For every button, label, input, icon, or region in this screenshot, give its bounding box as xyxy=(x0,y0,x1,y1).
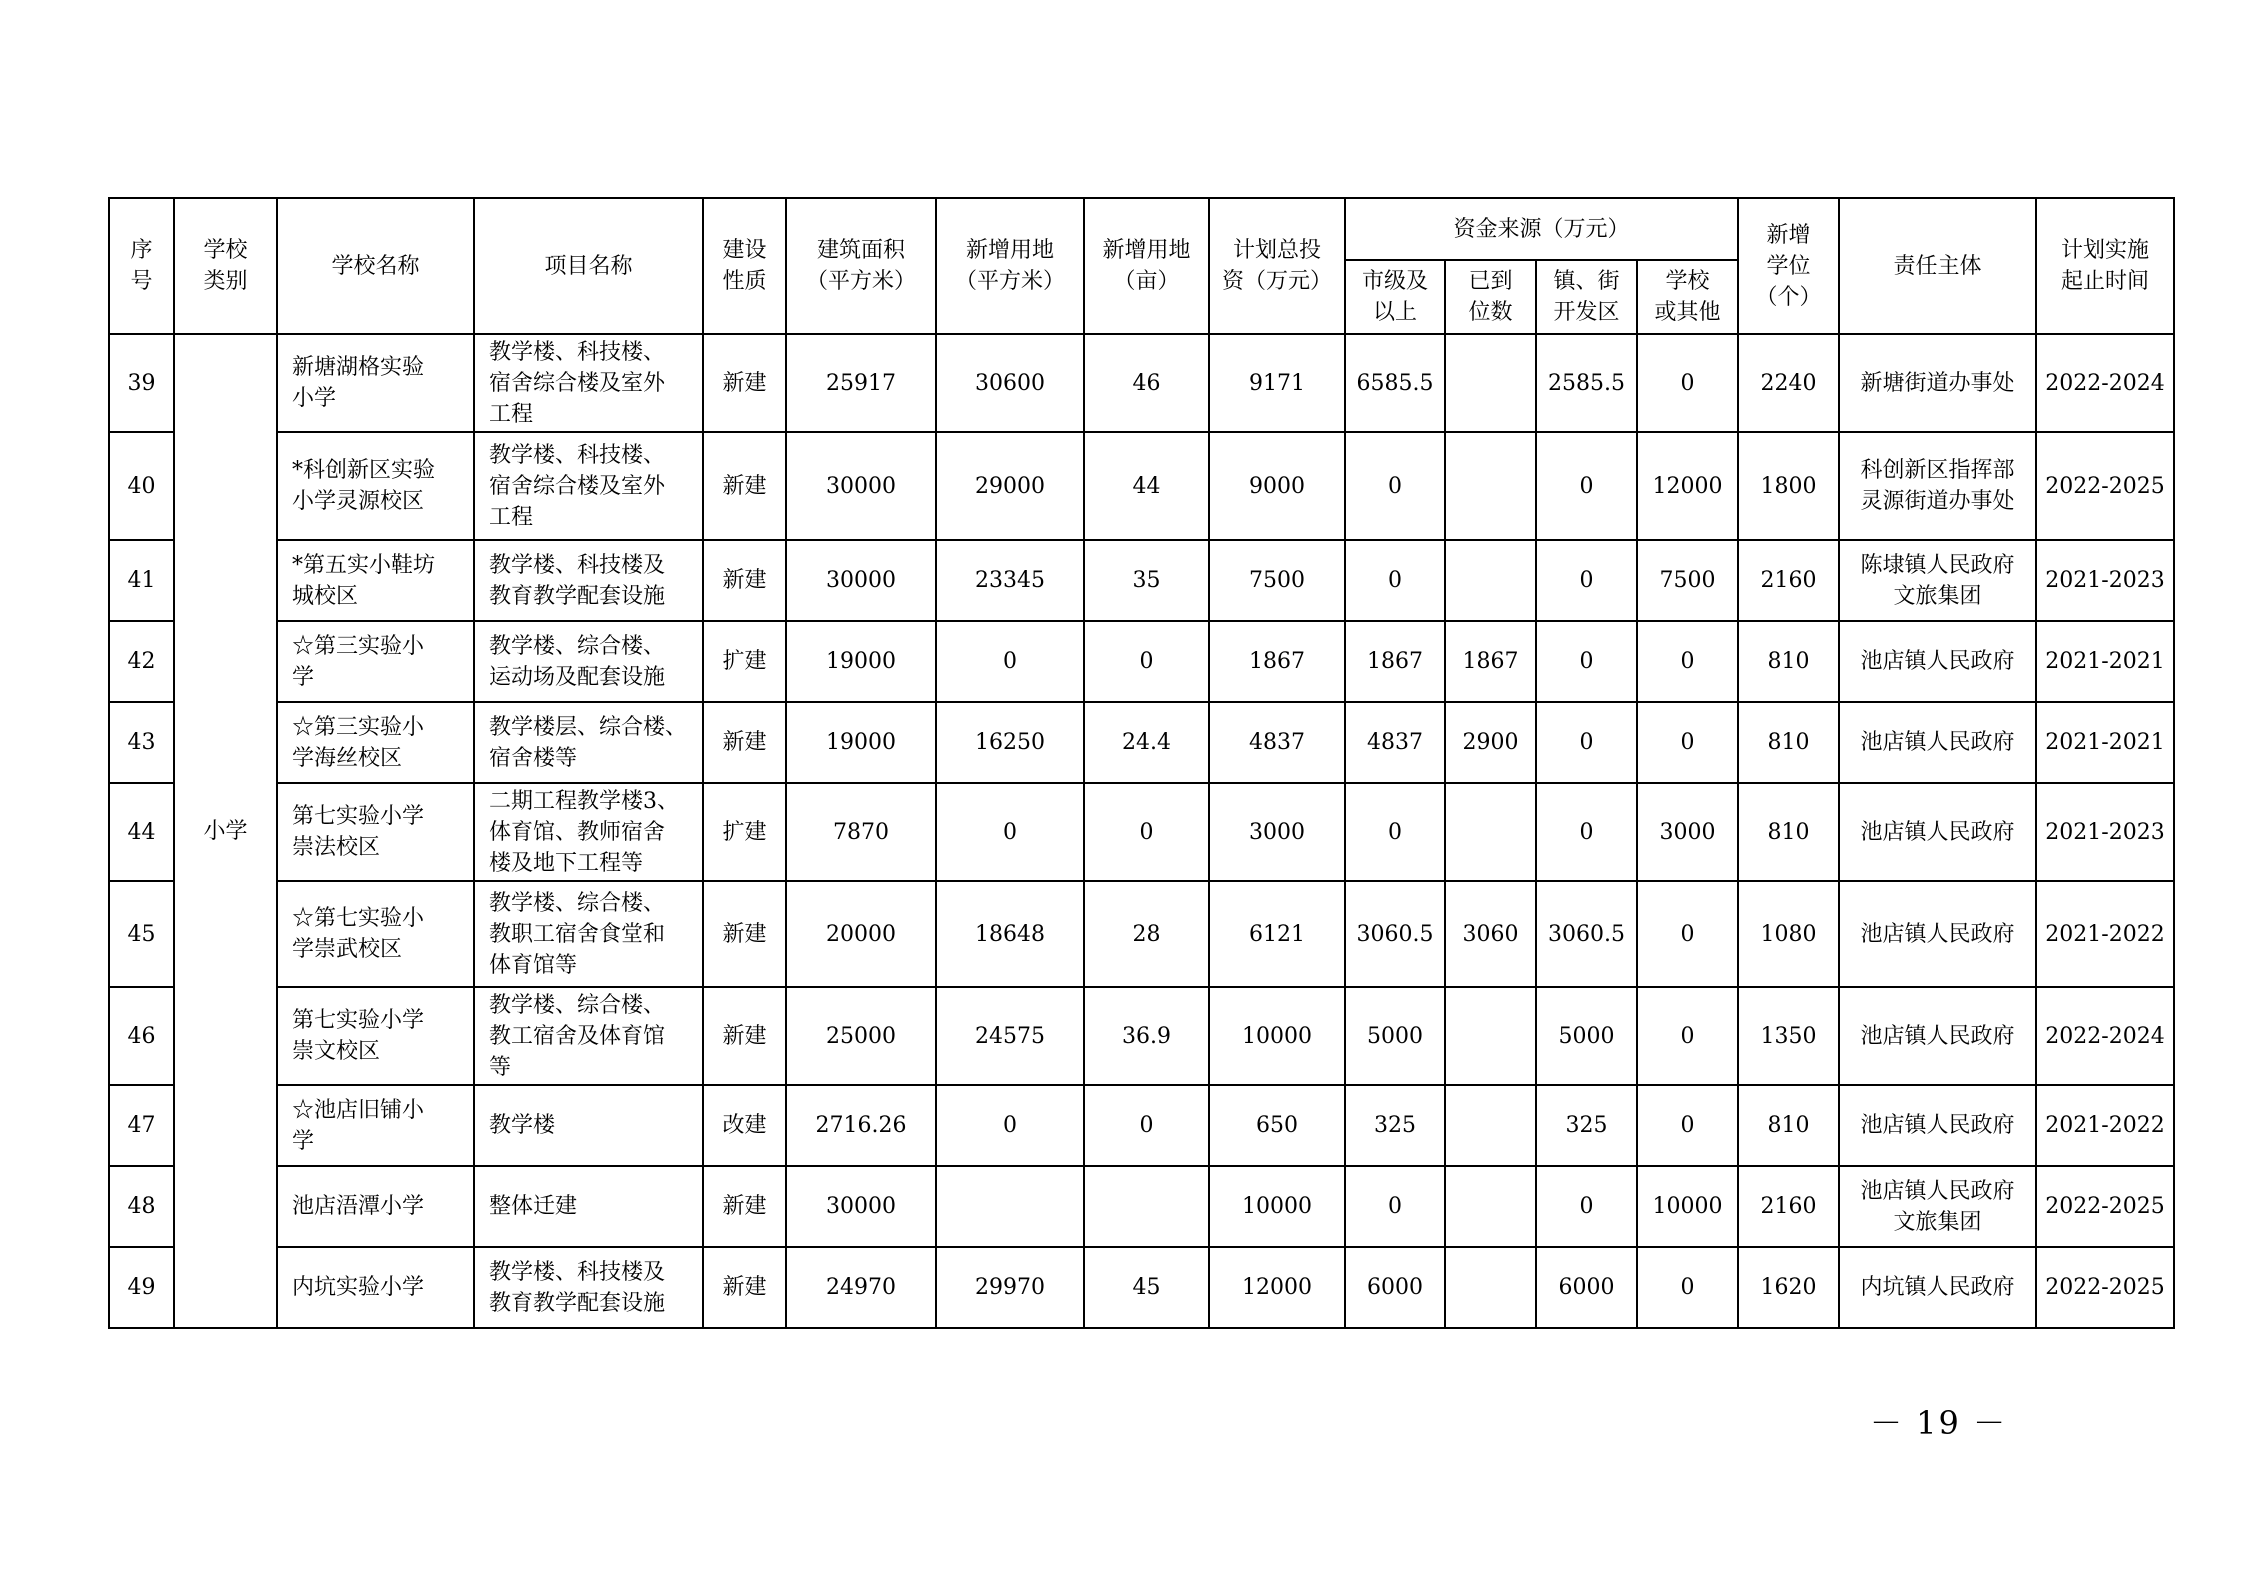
header-seats: 新增 学位 （个） xyxy=(1738,198,1839,334)
header-investment: 计划总投 资（万元） xyxy=(1209,198,1345,334)
cell-area: 25000 xyxy=(786,987,936,1085)
cell-school-name: *科创新区实验 小学灵源校区 xyxy=(277,432,474,540)
cell-period: 2022-2024 xyxy=(2036,987,2174,1085)
cell-land-sqm xyxy=(936,1166,1084,1247)
cell-area: 30000 xyxy=(786,1166,936,1247)
header-land-sqm: 新增用地 （平方米） xyxy=(936,198,1084,334)
cell-fund-town: 2585.5 xyxy=(1536,334,1637,432)
header-fund-school: 学校 或其他 xyxy=(1637,260,1738,334)
cell-fund-school: 7500 xyxy=(1637,540,1738,621)
cell-owner: 新塘街道办事处 xyxy=(1839,334,2036,432)
cell-period: 2021-2021 xyxy=(2036,702,2174,783)
cell-fund-town: 5000 xyxy=(1536,987,1637,1085)
cell-school-name: ☆池店旧铺小 学 xyxy=(277,1085,474,1166)
cell-fund-city: 3060.5 xyxy=(1345,881,1445,987)
cell-land-mu: 28 xyxy=(1084,881,1209,987)
cell-fund-school: 3000 xyxy=(1637,783,1738,881)
cell-nature: 扩建 xyxy=(703,783,786,881)
cell-period: 2022-2024 xyxy=(2036,334,2174,432)
header-fund-town: 镇、街 开发区 xyxy=(1536,260,1637,334)
cell-fund-school: 0 xyxy=(1637,1247,1738,1328)
cell-fund-school: 0 xyxy=(1637,1085,1738,1166)
cell-area: 19000 xyxy=(786,702,936,783)
cell-school-name: ☆第三实验小 学海丝校区 xyxy=(277,702,474,783)
page-number: － 19 － xyxy=(1870,1404,2008,1442)
cell-land-mu: 36.9 xyxy=(1084,987,1209,1085)
cell-school-name: ☆第三实验小 学 xyxy=(277,621,474,702)
cell-fund-town: 0 xyxy=(1536,621,1637,702)
cell-land-mu: 35 xyxy=(1084,540,1209,621)
cell-project-name: 教学楼层、综合楼、 宿舍楼等 xyxy=(474,702,703,783)
cell-fund-arrived xyxy=(1445,1166,1536,1247)
cell-fund-city: 0 xyxy=(1345,432,1445,540)
cell-land-sqm: 29970 xyxy=(936,1247,1084,1328)
table-row xyxy=(109,1166,2174,1247)
cell-owner: 科创新区指挥部 灵源街道办事处 xyxy=(1839,432,2036,540)
cell-investment: 12000 xyxy=(1209,1247,1345,1328)
cell-land-mu: 24.4 xyxy=(1084,702,1209,783)
cell-area: 19000 xyxy=(786,621,936,702)
cell-seq: 40 xyxy=(109,432,174,540)
cell-investment: 9171 xyxy=(1209,334,1345,432)
cell-project-name: 教学楼、科技楼及 教育教学配套设施 xyxy=(474,540,703,621)
cell-investment: 9000 xyxy=(1209,432,1345,540)
table-row xyxy=(109,1085,2174,1166)
cell-fund-school: 10000 xyxy=(1637,1166,1738,1247)
cell-period: 2021-2021 xyxy=(2036,621,2174,702)
cell-land-sqm: 23345 xyxy=(936,540,1084,621)
cell-investment: 4837 xyxy=(1209,702,1345,783)
cell-nature: 新建 xyxy=(703,881,786,987)
cell-fund-school: 0 xyxy=(1637,334,1738,432)
cell-nature: 新建 xyxy=(703,702,786,783)
cell-nature: 新建 xyxy=(703,432,786,540)
cell-project-name: 教学楼、综合楼、 运动场及配套设施 xyxy=(474,621,703,702)
cell-investment: 7500 xyxy=(1209,540,1345,621)
header-school-name: 学校名称 xyxy=(277,198,474,334)
cell-investment: 1867 xyxy=(1209,621,1345,702)
cell-fund-arrived xyxy=(1445,783,1536,881)
cell-fund-town: 0 xyxy=(1536,1166,1637,1247)
header-fund-city: 市级及 以上 xyxy=(1345,260,1445,334)
header-nature: 建设 性质 xyxy=(703,198,786,334)
cell-fund-city: 4837 xyxy=(1345,702,1445,783)
cell-fund-arrived xyxy=(1445,1247,1536,1328)
cell-fund-city: 6000 xyxy=(1345,1247,1445,1328)
cell-category: 小学 xyxy=(174,334,277,1328)
cell-period: 2022-2025 xyxy=(2036,1247,2174,1328)
cell-fund-school: 0 xyxy=(1637,702,1738,783)
cell-seats: 2160 xyxy=(1738,540,1839,621)
cell-nature: 新建 xyxy=(703,540,786,621)
cell-seq: 42 xyxy=(109,621,174,702)
cell-seats: 2240 xyxy=(1738,334,1839,432)
cell-land-mu: 46 xyxy=(1084,334,1209,432)
cell-area: 2716.26 xyxy=(786,1085,936,1166)
cell-fund-arrived xyxy=(1445,334,1536,432)
cell-seats: 1080 xyxy=(1738,881,1839,987)
cell-seq: 49 xyxy=(109,1247,174,1328)
cell-land-sqm: 0 xyxy=(936,1085,1084,1166)
cell-seq: 44 xyxy=(109,783,174,881)
cell-investment: 3000 xyxy=(1209,783,1345,881)
cell-fund-town: 0 xyxy=(1536,702,1637,783)
cell-school-name: 第七实验小学 崇文校区 xyxy=(277,987,474,1085)
cell-seq: 48 xyxy=(109,1166,174,1247)
cell-period: 2021-2023 xyxy=(2036,540,2174,621)
cell-fund-school: 0 xyxy=(1637,881,1738,987)
table-row xyxy=(109,881,2174,987)
table-row xyxy=(109,702,2174,783)
cell-owner: 池店镇人民政府 xyxy=(1839,987,2036,1085)
cell-seats: 1350 xyxy=(1738,987,1839,1085)
cell-seats: 810 xyxy=(1738,783,1839,881)
cell-school-name: 池店浯潭小学 xyxy=(277,1166,474,1247)
cell-land-sqm: 24575 xyxy=(936,987,1084,1085)
table-row xyxy=(109,432,2174,540)
cell-school-name: 第七实验小学 崇法校区 xyxy=(277,783,474,881)
cell-seq: 46 xyxy=(109,987,174,1085)
cell-nature: 新建 xyxy=(703,334,786,432)
cell-owner: 池店镇人民政府 xyxy=(1839,702,2036,783)
cell-fund-arrived: 1867 xyxy=(1445,621,1536,702)
cell-fund-school: 0 xyxy=(1637,987,1738,1085)
cell-area: 25917 xyxy=(786,334,936,432)
header-land-mu: 新增用地 （亩） xyxy=(1084,198,1209,334)
cell-area: 30000 xyxy=(786,432,936,540)
cell-fund-arrived: 3060 xyxy=(1445,881,1536,987)
cell-period: 2021-2023 xyxy=(2036,783,2174,881)
cell-seats: 810 xyxy=(1738,621,1839,702)
cell-period: 2022-2025 xyxy=(2036,1166,2174,1247)
cell-seq: 39 xyxy=(109,334,174,432)
table-row xyxy=(109,334,2174,432)
cell-fund-city: 325 xyxy=(1345,1085,1445,1166)
header-owner: 责任主体 xyxy=(1839,198,2036,334)
cell-fund-city: 0 xyxy=(1345,540,1445,621)
table-row xyxy=(109,987,2174,1085)
cell-seq: 47 xyxy=(109,1085,174,1166)
cell-fund-city: 1867 xyxy=(1345,621,1445,702)
cell-land-sqm: 18648 xyxy=(936,881,1084,987)
cell-land-mu: 0 xyxy=(1084,783,1209,881)
cell-fund-city: 5000 xyxy=(1345,987,1445,1085)
cell-owner: 池店镇人民政府 xyxy=(1839,783,2036,881)
cell-fund-arrived xyxy=(1445,540,1536,621)
cell-nature: 新建 xyxy=(703,1166,786,1247)
cell-fund-city: 0 xyxy=(1345,783,1445,881)
cell-period: 2021-2022 xyxy=(2036,881,2174,987)
cell-investment: 650 xyxy=(1209,1085,1345,1166)
cell-seq: 41 xyxy=(109,540,174,621)
cell-owner: 池店镇人民政府 xyxy=(1839,1085,2036,1166)
cell-school-name: 内坑实验小学 xyxy=(277,1247,474,1328)
cell-area: 20000 xyxy=(786,881,936,987)
cell-land-sqm: 29000 xyxy=(936,432,1084,540)
cell-fund-town: 0 xyxy=(1536,540,1637,621)
cell-fund-school: 0 xyxy=(1637,621,1738,702)
school-projects-table xyxy=(108,197,2175,1329)
cell-land-sqm: 0 xyxy=(936,783,1084,881)
cell-seats: 810 xyxy=(1738,702,1839,783)
cell-area: 30000 xyxy=(786,540,936,621)
cell-seats: 2160 xyxy=(1738,1166,1839,1247)
table-body xyxy=(109,334,2174,1328)
cell-fund-school: 12000 xyxy=(1637,432,1738,540)
header-category: 学校 类别 xyxy=(174,198,277,334)
cell-fund-arrived xyxy=(1445,432,1536,540)
cell-owner: 内坑镇人民政府 xyxy=(1839,1247,2036,1328)
cell-owner: 池店镇人民政府 文旅集团 xyxy=(1839,1166,2036,1247)
cell-period: 2021-2022 xyxy=(2036,1085,2174,1166)
cell-project-name: 二期工程教学楼3、 体育馆、教师宿舍 楼及地下工程等 xyxy=(474,783,703,881)
cell-investment: 10000 xyxy=(1209,987,1345,1085)
header-fund-arrived: 已到 位数 xyxy=(1445,260,1536,334)
header-seq: 序 号 xyxy=(109,198,174,334)
cell-land-mu: 44 xyxy=(1084,432,1209,540)
cell-school-name: ☆第七实验小 学崇武校区 xyxy=(277,881,474,987)
cell-project-name: 教学楼 xyxy=(474,1085,703,1166)
cell-project-name: 整体迁建 xyxy=(474,1166,703,1247)
cell-owner: 池店镇人民政府 xyxy=(1839,621,2036,702)
cell-seq: 43 xyxy=(109,702,174,783)
cell-project-name: 教学楼、综合楼、 教工宿舍及体育馆 等 xyxy=(474,987,703,1085)
table-row xyxy=(109,783,2174,881)
header-area: 建筑面积 （平方米） xyxy=(786,198,936,334)
cell-nature: 新建 xyxy=(703,1247,786,1328)
cell-project-name: 教学楼、科技楼、 宿舍综合楼及室外 工程 xyxy=(474,334,703,432)
cell-area: 24970 xyxy=(786,1247,936,1328)
table-row xyxy=(109,1247,2174,1328)
cell-land-sqm: 30600 xyxy=(936,334,1084,432)
cell-fund-arrived xyxy=(1445,987,1536,1085)
cell-land-mu: 45 xyxy=(1084,1247,1209,1328)
cell-owner: 池店镇人民政府 xyxy=(1839,881,2036,987)
cell-seats: 1800 xyxy=(1738,432,1839,540)
cell-area: 7870 xyxy=(786,783,936,881)
cell-land-sqm: 16250 xyxy=(936,702,1084,783)
cell-project-name: 教学楼、科技楼及 教育教学配套设施 xyxy=(474,1247,703,1328)
cell-land-mu: 0 xyxy=(1084,621,1209,702)
cell-nature: 改建 xyxy=(703,1085,786,1166)
cell-owner: 陈埭镇人民政府 文旅集团 xyxy=(1839,540,2036,621)
cell-fund-town: 0 xyxy=(1536,432,1637,540)
cell-investment: 10000 xyxy=(1209,1166,1345,1247)
table-row xyxy=(109,621,2174,702)
cell-fund-arrived: 2900 xyxy=(1445,702,1536,783)
cell-school-name: 新塘湖格实验 小学 xyxy=(277,334,474,432)
cell-fund-town: 0 xyxy=(1536,783,1637,881)
cell-land-mu xyxy=(1084,1166,1209,1247)
cell-land-sqm: 0 xyxy=(936,621,1084,702)
cell-period: 2022-2025 xyxy=(2036,432,2174,540)
cell-fund-town: 325 xyxy=(1536,1085,1637,1166)
cell-fund-arrived xyxy=(1445,1085,1536,1166)
header-funding: 资金来源（万元） xyxy=(1345,198,1738,260)
cell-fund-city: 6585.5 xyxy=(1345,334,1445,432)
cell-nature: 扩建 xyxy=(703,621,786,702)
cell-land-mu: 0 xyxy=(1084,1085,1209,1166)
cell-fund-town: 6000 xyxy=(1536,1247,1637,1328)
header-project-name: 项目名称 xyxy=(474,198,703,334)
header-period: 计划实施 起止时间 xyxy=(2036,198,2174,334)
cell-seats: 1620 xyxy=(1738,1247,1839,1328)
table-row xyxy=(109,540,2174,621)
cell-fund-city: 0 xyxy=(1345,1166,1445,1247)
cell-project-name: 教学楼、综合楼、 教职工宿舍食堂和 体育馆等 xyxy=(474,881,703,987)
cell-seq: 45 xyxy=(109,881,174,987)
cell-project-name: 教学楼、科技楼、 宿舍综合楼及室外 工程 xyxy=(474,432,703,540)
cell-fund-town: 3060.5 xyxy=(1536,881,1637,987)
cell-school-name: *第五实小鞋坊 城校区 xyxy=(277,540,474,621)
cell-nature: 新建 xyxy=(703,987,786,1085)
cell-investment: 6121 xyxy=(1209,881,1345,987)
cell-seats: 810 xyxy=(1738,1085,1839,1166)
